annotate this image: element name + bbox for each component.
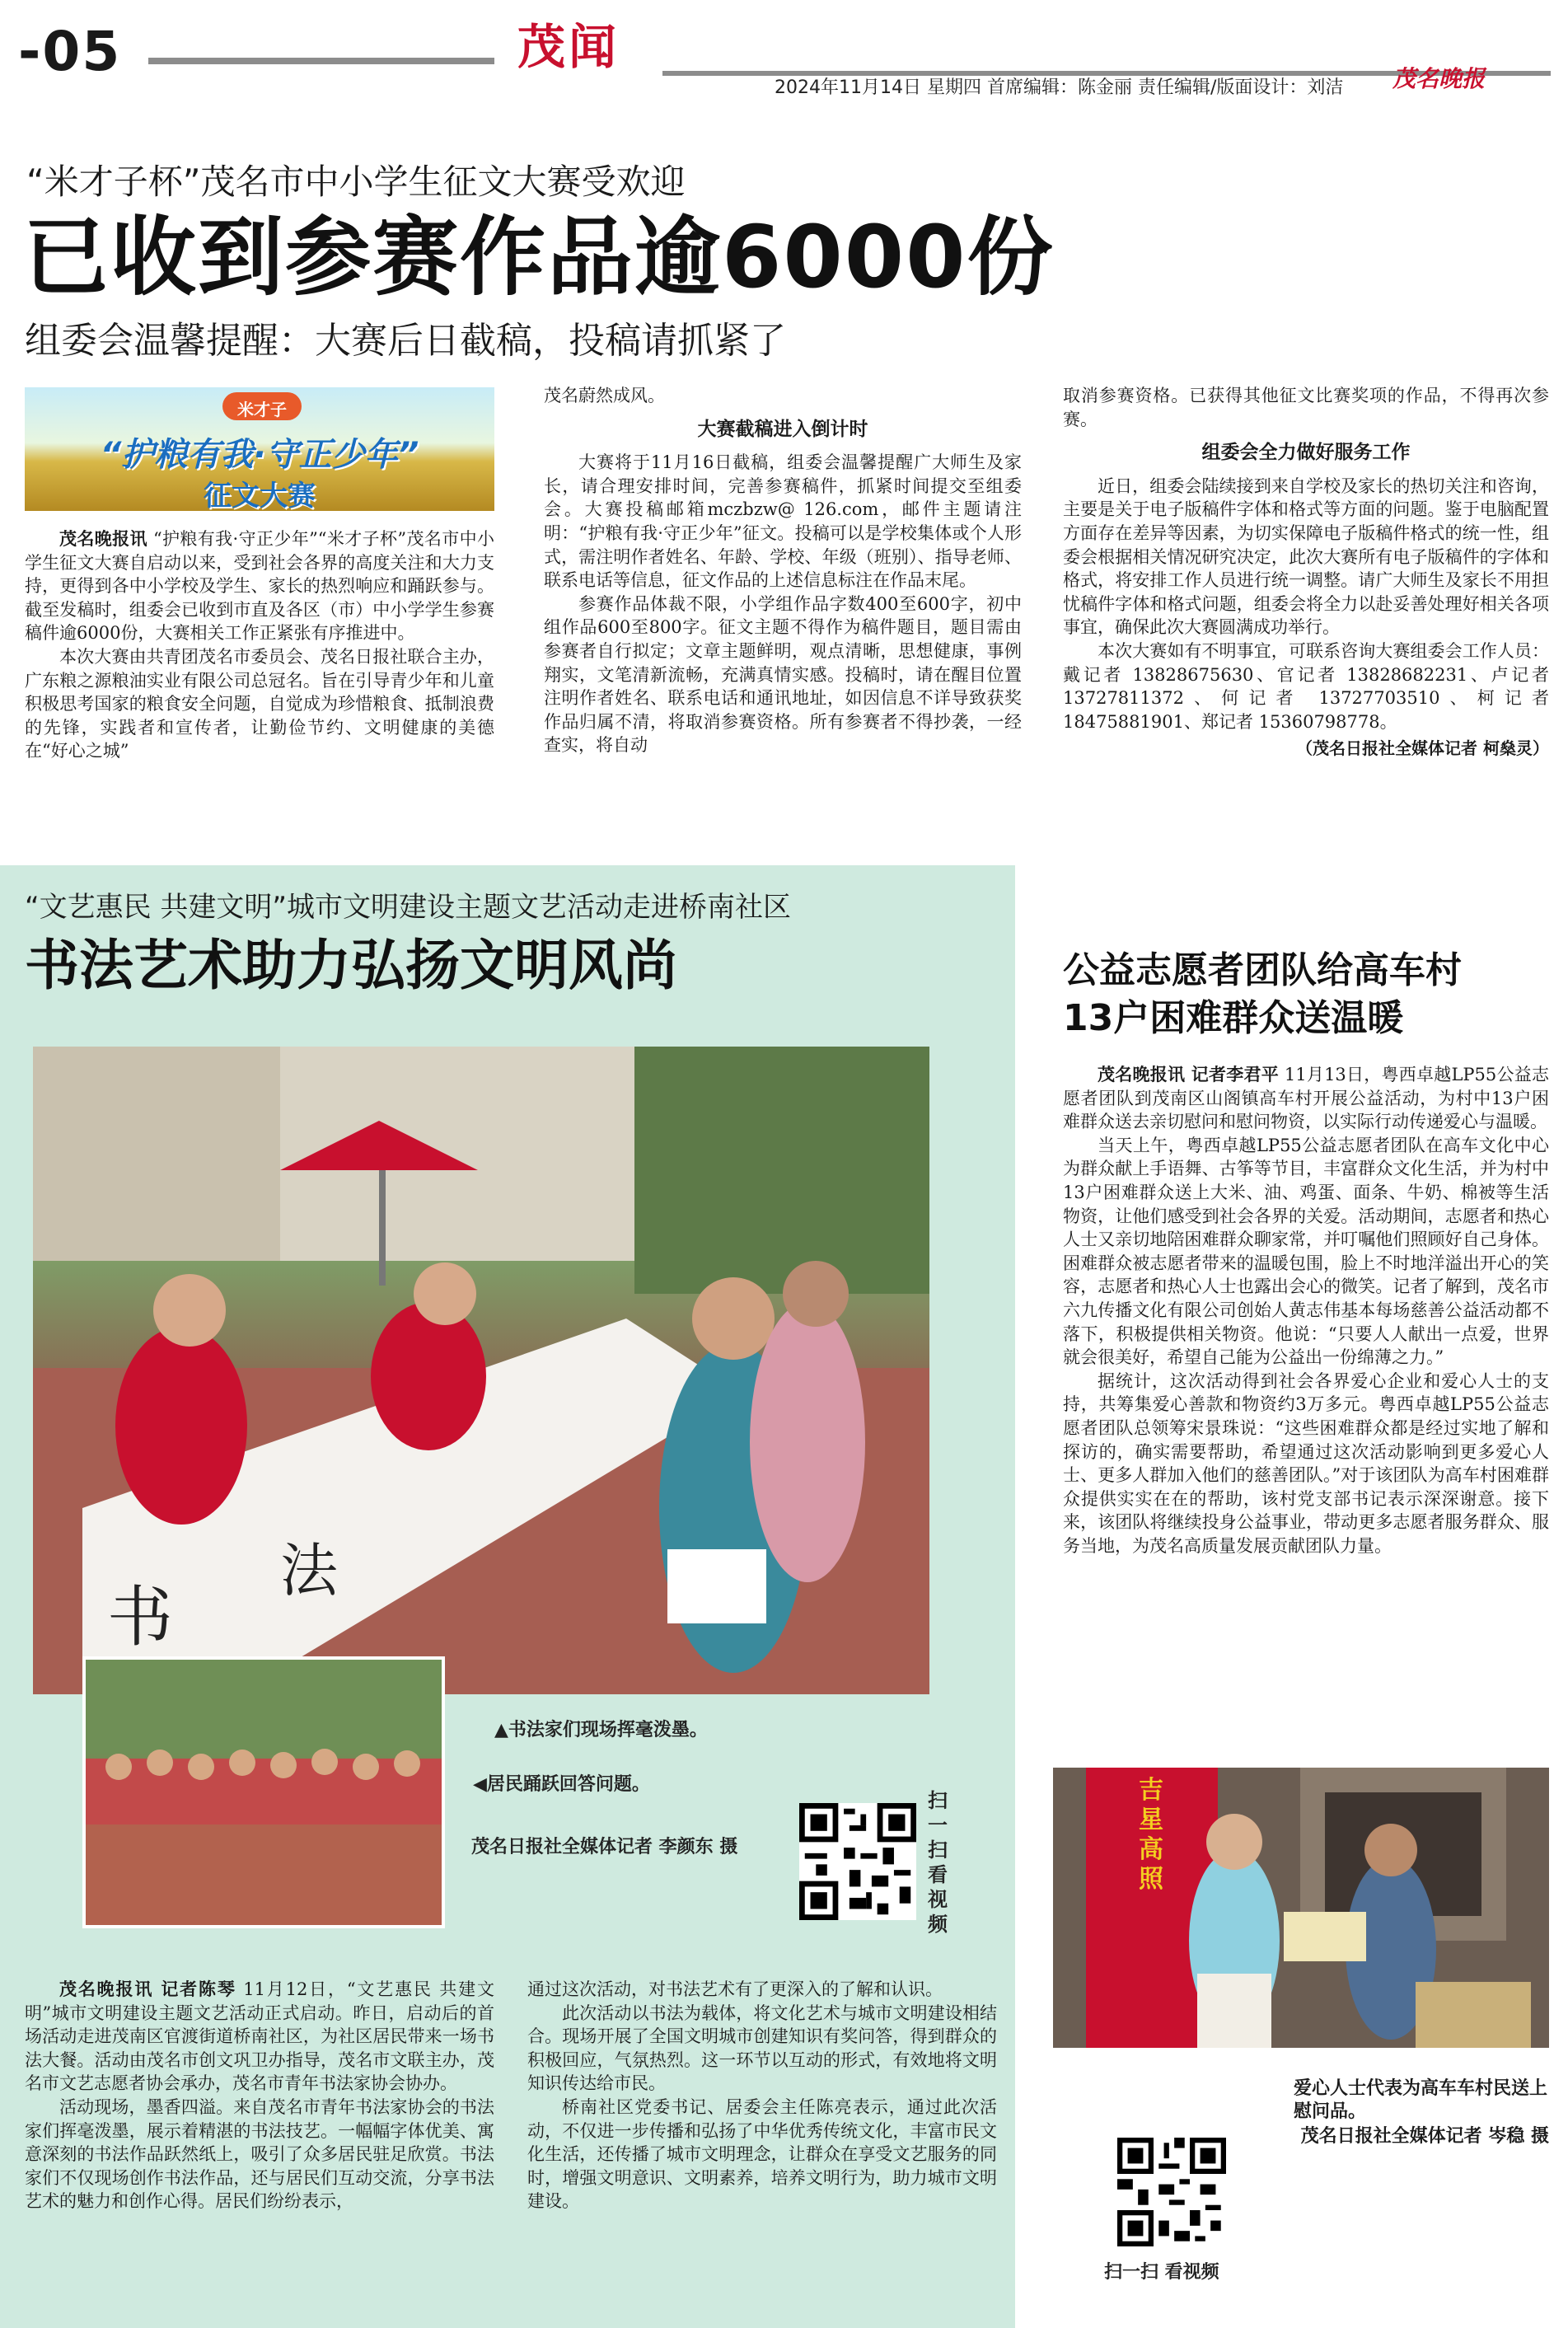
story2-col2-p1: 此次活动以书法为载体，将文化艺术与城市文明建设相结合。现场开展了全国文明城市创建知识有奖问答，得到群众的积极回应，气氛热烈。这一环节以互动的形式，有效地将文明知识传达给市民。 bbox=[527, 2002, 997, 2094]
story3-photo-credit: 茂名日报社全媒体记者 岑稳 摄 bbox=[1300, 2125, 1549, 2147]
story3-headline-line1: 公益志愿者团队给高车村 bbox=[1063, 949, 1462, 991]
story2-col2-p2: 桥南社区党委书记、居委会主任陈亮表示，通过此次活动，不仅进一步传播和弘扬了中华优秀传统文化，丰富市民文化生活，还传播了城市文明理念，让群众在享受文艺服务的同时，增强文明意识、文明素养，培养文明行为，助力城市文明建设。 bbox=[527, 2096, 997, 2212]
story3-body bbox=[1063, 1063, 1549, 1722]
qr-code-icon bbox=[1117, 2138, 1226, 2246]
volunteer-photo bbox=[1053, 1768, 1549, 2048]
story1-col2-p1: 大赛将于11月16日截稿，组委会温馨提醒广大师生及家长，请合理安排时间，完善参赛稿件，抓紧时间提交至组委会。大赛投稿邮箱mczbzw@ 126.com，邮件主题请注明：“护粮有我·守正少年”征文。投稿可以是学校集体或个人形式，需注明作者姓名、年龄、学校、年级（班别）、指导老师、联系电话等信息，征文作品的上述信息标注在作品末尾。 bbox=[544, 452, 1022, 591]
story1-column1 bbox=[25, 527, 494, 816]
svg-text:书: 书 bbox=[107, 1579, 173, 1656]
story1-subheadline: 组委会温馨提醒：大赛后日截稿，投稿请抓紧了 bbox=[25, 320, 786, 362]
story1-column3 bbox=[1063, 384, 1549, 829]
contest-banner bbox=[25, 387, 494, 511]
story2-col2-p0: 通过这次活动，对书法艺术有了更深入的了解和认识。 bbox=[527, 1979, 943, 1999]
banner-line1: “护粮有我·守正少年” bbox=[100, 436, 419, 474]
story2-column1 bbox=[25, 1978, 494, 2307]
qr-code-icon bbox=[799, 1803, 916, 1920]
story3-qr-label: 扫一扫 看视频 bbox=[1104, 2262, 1219, 2283]
story1-kicker: “米才子杯”茂名市中小学生征文大赛受欢迎 bbox=[26, 162, 686, 202]
story1-col3-p0: 取消参赛资格。已获得其他征文比赛奖项的作品，不得再次参赛。 bbox=[1063, 386, 1549, 429]
story2-qr-label: 扫一扫 看视频 bbox=[928, 1789, 948, 1936]
page-header bbox=[0, 0, 1568, 99]
story3-qr-code[interactable] bbox=[1117, 2138, 1226, 2246]
masthead-logo: 茂名晚报 bbox=[1392, 65, 1486, 92]
header-info: 2024年11月14日 星期四 首席编辑：陈金丽 责任编辑/版面设计：刘洁 bbox=[775, 77, 1344, 98]
story3-photo-caption: 爱心人士代表为高车车村民送上慰问品。 bbox=[1294, 2077, 1548, 2122]
story2-col1-p2: 活动现场，墨香四溢。来自茂名市青年书法家协会的书法家们挥毫泼墨，展示着精湛的书法技艺。一幅幅字体优美、寓意深刻的书法作品跃然纸上，吸引了众多居民驻足欣赏。书法家们不仅现场创作书法作品，还与居民们互动交流，分享书法艺术的魅力和创作心得。居民们纷纷表示， bbox=[25, 2096, 494, 2212]
banner-line2: 征文大赛 bbox=[204, 480, 316, 511]
story2-col1-p1: 11月12日，“文艺惠民 共建文明”城市文明建设主题文艺活动正式启动。昨日，启动后的首场活动走进茂南区官渡街道桥南社区，为社区居民带来一场书法大餐。活动由茂名市创文巩卫办指导，茂名市文联主办，茂名市文艺志愿者协会承办，茂名市青年书法家协会协办。 bbox=[25, 1979, 494, 2094]
couplet-text: 吉星高照 bbox=[1139, 1776, 1163, 1894]
story1-col3-p2: 本次大赛如有不明事宜，可联系咨询大赛组委会工作人员：戴记者 13828675630、官记者 13828682231、卢记者 13727811372、何记者 13727703510、柯记者 18475881901、郑记者 15360798778。 bbox=[1063, 640, 1549, 732]
story2-kicker: “文艺惠民 共建文明”城市文明建设主题文艺活动走进桥南社区 bbox=[25, 891, 792, 924]
story1-col3-p1: 近日，组委会陆续接到来自学校及家长的热切关注和咨询，主要是关于电子版稿件字体和格式等方面的问题。鉴于电脑配置方面存在差异等因素，为切实保障电子版稿件格式的统一性，组委会根据相关情况研究决定，此次大赛所有电子版稿件的字体和格式，将安排工作人员进行统一调整。请广大师生及家长不用担忧稿件字体和格式问题，组委会将全力以赴妥善处理好相关各项事宜，确保此次大赛圆满成功举行。 bbox=[1063, 475, 1549, 638]
svg-text:法: 法 bbox=[280, 1537, 338, 1604]
story2-lead: 茂名晚报讯 记者陈琴 bbox=[59, 1979, 236, 1999]
photo1-caption: ▲书法家们现场挥毫泼墨。 bbox=[494, 1720, 708, 1740]
story3-p1: 11月13日，粤西卓越LP55公益志愿者团队到茂南区山阁镇高车村开展公益活动，为村中13户困难群众送去亲切慰问和慰问物资，以实际行动传递爱心与温暖。 bbox=[1063, 1065, 1549, 1132]
story1-lead: 茂名晚报讯 bbox=[59, 529, 147, 549]
story2-qr-code[interactable] bbox=[799, 1803, 916, 1920]
story1-col3-subhead: 组委会全力做好服务工作 bbox=[1201, 442, 1411, 464]
calligraphy-photo-illustration bbox=[33, 1047, 929, 1694]
story1-col1-p2: 本次大赛由共青团茂名市委员会、茂名日报社联合主办，广东粮之源粮油实业有限公司总冠名。旨在引导青少年和儿童积极思考国家的粮食安全问题，自觉成为珍惜粮食、抵制浪费的先锋，实践者和宣传者，让勤俭节约、文明健康的美德在“好心之城” bbox=[25, 646, 494, 761]
story3-p2: 当天上午，粤西卓越LP55公益志愿者团队在高车文化中心为群众献上手语舞、古筝等节目，丰富群众文化生活，并为村中13户困难群众送上大米、油、鸡蛋、面条、牛奶、棉被等生活物资，让他们感受到社会各界的关爱。活动期间，志愿者和热心人士又亲切地陪困难群众聊家常，并叮嘱他们照顾好自己身体。困难群众被志愿者带来的温暖包围，脸上不时地洋溢出开心的笑容，志愿者和热心人士也露出会心的微笑。记者了解到，茂名市六九传播文化有限公司创始人黄志伟基本每场慈善公益活动都不落下，积极提供相关物资。他说：“只要人人献出一点爱，世界就会很美好，希望自己能为公益出一份绵薄之力。” bbox=[1063, 1135, 1549, 1368]
calligraphy-photo bbox=[33, 1047, 929, 1694]
story2-headline: 书法艺术助力弘扬文明风尚 bbox=[25, 934, 677, 997]
page-number: -05 bbox=[18, 20, 122, 83]
header-rule-left bbox=[148, 58, 494, 64]
story2-column2 bbox=[527, 1978, 997, 2307]
story1-col2-p0: 茂名蔚然成风。 bbox=[544, 386, 665, 405]
story2-photo-credit: 茂名日报社全媒体记者 李颜东 摄 bbox=[471, 1837, 738, 1857]
banner-badge-text: 米才子 bbox=[237, 400, 287, 419]
story1-byline: （茂名日报社全媒体记者 柯燊灵） bbox=[1296, 738, 1549, 759]
story1-column2 bbox=[544, 384, 1022, 821]
story3-lead: 茂名晚报讯 记者李君平 bbox=[1098, 1065, 1279, 1084]
story1-col2-subhead: 大赛截稿进入倒计时 bbox=[697, 418, 868, 440]
story1-col1-p1: “护粮有我·守正少年”“米才子杯”茂名市中小学生征文大赛自启动以来，受到社会各界的高度关注和大力支持，更得到各中小学校及学生、家长的热烈响应和踊跃参与。截至发稿时，组委会已收到市直及各区（市）中小学学生参赛稿件逾6000份，大赛相关工作正紧张有序推进中。 bbox=[25, 529, 494, 644]
residents-photo-illustration bbox=[86, 1660, 442, 1925]
story1-col2-p2: 参赛作品体裁不限，小学组作品字数400至600字，初中组作品600至800字。征文主题不得作为稿件题目，题目需由参赛者自行拟定；文章主题鲜明，观点清晰，思想健康，事例翔实，文笔清新流畅，充满真情实感。投稿时，请在醒目位置注明作者姓名、联系电话和通讯地址，如因信息不详导致获奖作品归属不清，将取消参赛资格。所有参赛者不得抄袭，一经查实，将自动 bbox=[544, 593, 1022, 756]
story1-headline: 已收到参赛作品逾6000份 bbox=[23, 207, 1055, 307]
story3-headline-line2: 13户困难群众送温暖 bbox=[1063, 997, 1404, 1039]
story3-p3: 据统计，这次活动得到社会各界爱心企业和爱心人士的支持，共筹集爱心善款和物资约3万多元。粤西卓越LP55公益志愿者团队总领筹宋景珠说：“这些困难群众都是经过实地了解和探访的，确实需要帮助，希望通过这次活动影响到更多爱心人士、更多人群加入他们的慈善团队。”对于该团队为高车村困难群众提供实实在在的帮助，该村党支部书记表示深深谢意。接下来，该团队将继续投身公益事业，带动更多志愿者服务群众、服务当地，为茂名高质量发展贡献团队力量。 bbox=[1063, 1370, 1549, 1556]
volunteer-photo-illustration bbox=[1053, 1768, 1549, 2048]
section-name: 茂闻 bbox=[517, 19, 620, 75]
photo2-caption: ◀居民踊跃回答问题。 bbox=[473, 1774, 650, 1795]
residents-photo bbox=[82, 1656, 445, 1928]
